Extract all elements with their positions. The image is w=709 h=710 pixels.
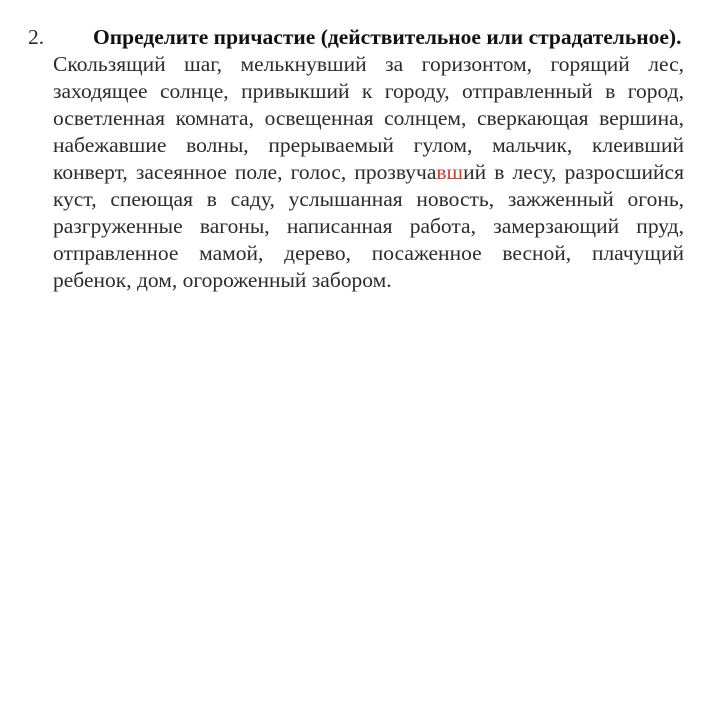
task-body [53,24,684,294]
task-text-before: Скользящий шаг, мелькнувший за горизонтом, горящий лес, заходящее солнце, привыкший к городу, отправленный в город, осветленная комната, освещенная солнцем, сверкающая вершина, набежавшие волны, прерываемый гулом, мальчик, клеивший конверт, засеянное поле, голос, прозвуча [53,52,684,184]
task-text-after: ий в лесу, разросшийся куст, спеющая в саду, услышанная новость, зажженный огонь, разгруженные вагоны, написанная работа, замерзающий пруд, отправленное мамой, дерево, посаженное весной, плачущий ребенок, дом, огороженный забором. [53,160,684,292]
task-number: 2. [28,25,45,49]
task-title: Определите причастие (действительное или страдательное). [93,25,682,49]
task-text [53,51,684,294]
task-item [28,24,684,294]
highlighted-suffix: вш [436,160,464,184]
